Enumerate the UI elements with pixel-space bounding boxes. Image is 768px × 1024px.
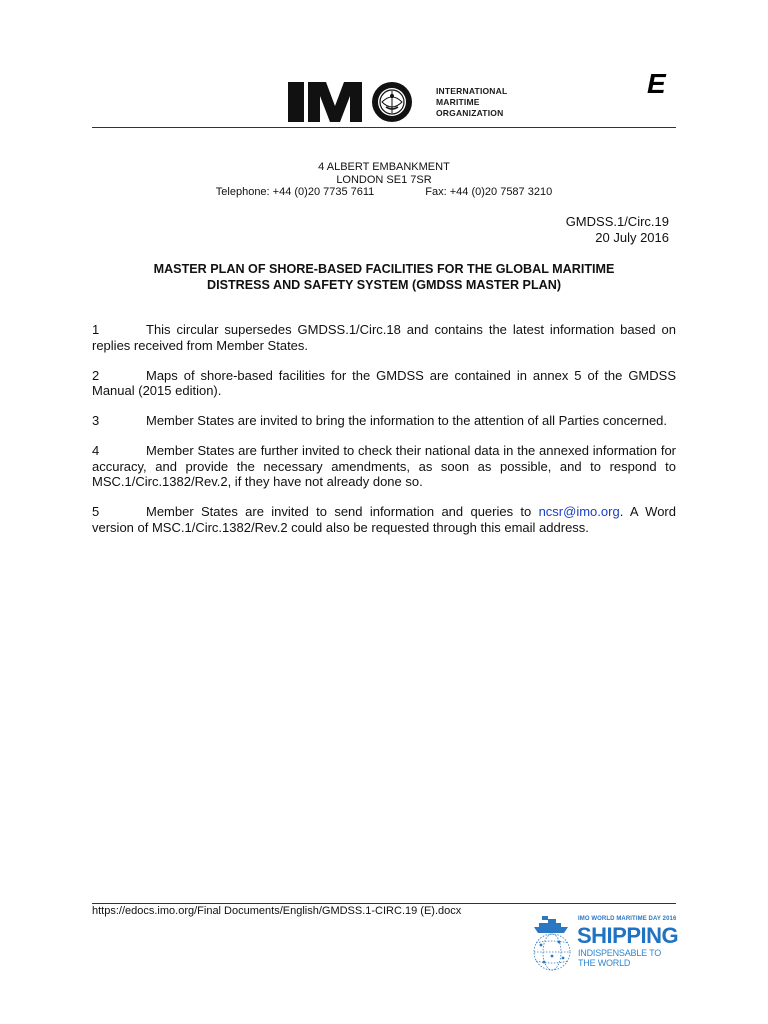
wmd-tagline-line-1: INDISPENSABLE TO [578,948,661,958]
wmd-tagline-line-2: THE WORLD [578,958,631,968]
address-city: LONDON SE1 7SR [336,173,432,186]
paragraph-1 [92,322,676,353]
document-title [92,262,676,293]
title-line-1: MASTER PLAN OF SHORE-BASED FACILITIES FOR THE GLOBAL MARITIME [153,262,615,276]
wmd-tagline [578,948,661,968]
paragraph-number: 1 [92,322,100,337]
paragraph-text: This circular supersedes GMDSS.1/Circ.18 and contains the latest information based on replies received from Member States. [92,322,676,353]
org-line-organization: ORGANIZATION [436,107,504,118]
paragraph-number: 3 [92,413,100,428]
document-symbol: GMDSS.1/Circ.19 [565,214,669,229]
organization-name [436,86,507,119]
fax-number: Fax: +44 (0)20 7587 3210 [425,186,553,198]
paragraph-text: Member States are invited to bring the information to the attention of all Parties concerned. [146,413,668,428]
paragraph-text: Maps of shore-based facilities for the GMDSS are contained in annex 5 of the GMDSS Manual (2015 edition). [92,367,676,398]
globe-ship-icon [528,912,578,974]
world-maritime-day-logo [528,912,678,974]
footer-divider [92,903,676,904]
paragraph-3 [92,413,676,429]
paragraph-number: 2 [92,367,100,383]
address-block [92,161,676,199]
wmd-caption: IMO WORLD MARITIME DAY 2016 [578,916,677,922]
paragraph-number: 5 [92,504,100,519]
wmd-headline: SHIPPING [577,923,679,948]
address-street: 4 ALBERT EMBANKMENT [318,161,450,173]
org-line-international: INTERNATIONAL [436,85,508,96]
paragraph-4 [92,443,676,490]
org-line-maritime: MARITIME [436,96,480,107]
document-date: 20 July 2016 [595,230,669,245]
imo-wordmark-icon [286,80,428,124]
title-line-2: DISTRESS AND SAFETY SYSTEM (GMDSS MASTER PLAN) [206,277,562,292]
footer-file-path: https://edocs.imo.org/Final Documents/English/GMDSS.1-CIRC.19 (E).docx [92,905,462,917]
email-link[interactable]: ncsr@imo.org [538,504,620,519]
imo-logo [286,78,518,126]
header-divider [92,127,676,128]
paragraph-text-after-link: . A Word version of MSC.1/Circ.1382/Rev.2 could also be requested through this email address. [92,504,676,535]
contact-line [92,186,676,199]
paragraph-5 [92,504,676,535]
document-reference [566,214,669,246]
language-code: E [647,68,666,99]
paragraph-text-before-link: Member States are invited to send information and queries to [146,504,539,519]
telephone-number: Telephone: +44 (0)20 7735 7611 [215,186,375,198]
paragraph-2 [92,368,676,399]
paragraph-number: 4 [92,443,100,458]
paragraph-text: Member States are further invited to check their national data in the annexed information for accuracy, and provide the necessary amendments, as soon as possible, and to respond to MSC.1/Circ.1382/Rev.2, if they have not already done so. [92,443,676,489]
body-paragraphs [92,322,676,550]
